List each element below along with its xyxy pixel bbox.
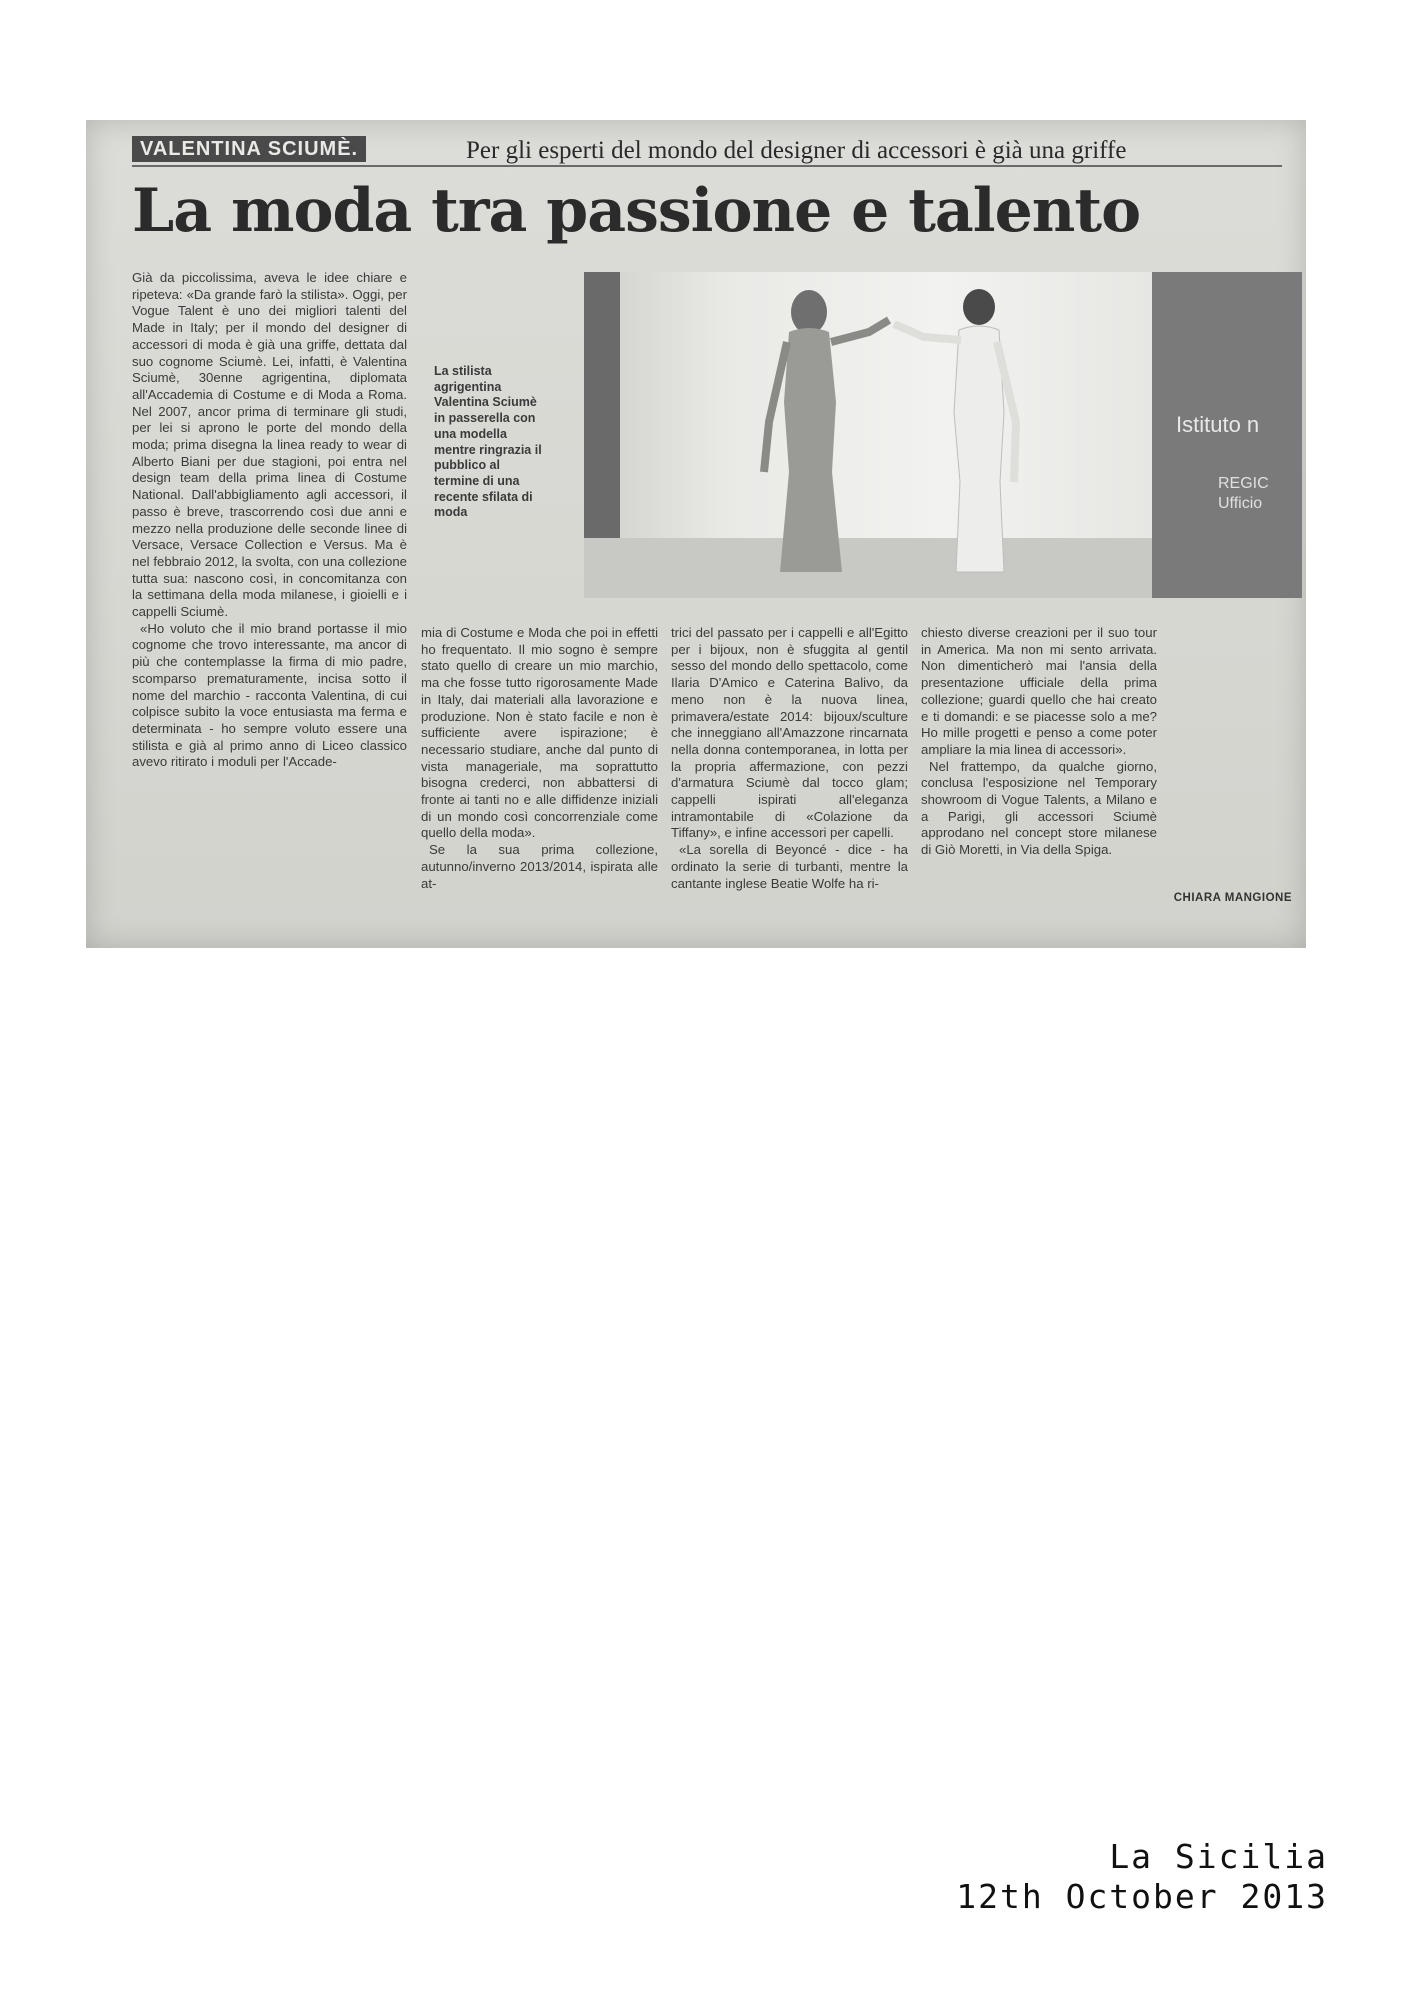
article-column-3 [671,625,908,925]
column-4-paragraph-1: chiesto diverse creazioni per il suo tour in America. Ma non mi sento arrivata. Non dimenticherò mai l'ansia della presentazione ufficiale della prima collezione; guardi quello che hai creato e ti domandi: e se piacesse solo a me? Ho mille progetti e penso a come poter ampliare la mia linea di accessori». [921,625,1157,757]
headline: La moda tra passione e talento [132,176,1141,246]
article-column-2 [421,625,658,925]
photo-banner-text: Istituto n [1176,412,1260,437]
column-4-paragraph-2: Nel frattempo, da qualche giorno, conclusa l'esposizione nel Temporary showroom di Vogue Talents, a Milano e a Parigi, gli accessori Sciumè approdano nel concept store milanese di Giò Moretti, in Via della Spiga. [921,758,1157,858]
kicker-name: VALENTINA SCIUMÈ. [132,136,366,162]
newspaper-clipping [86,120,1306,948]
column-1-paragraph-1: Già da piccolissima, aveva le idee chiare e ripeteva: «Da grande farò la stilista». Oggi, per Vogue Talent è uno dei migliori talenti del Made in Italy; per il mondo del designer di accessori di moda è già una griffe, dettata dal suo cognome Sciumè. Lei, infatti, è Valentina Sciumè, 30enne agrigentina, diplomata all'Accademia di Costume e di Moda a Roma. Nel 2007, ancor prima di terminare gli studi, per lei si aprono le porte del mondo della moda; prima disegna la linea ready to wear di Alberto Biani per due stagioni, poi entra nel design team della prima linea di Costume National. Dall'abbigliamento agli accessori, il passo è breve, trascorrendo così due anni e mezzo nella produzione delle seconde linee di Versace, Versace Collection e Versus. Ma è nel febbraio 2012, la svolta, con una collezione tutta sua: nascono così, in concomitanza con la settimana della moda milanese, i gioielli e i cappelli Sciumè. [132,270,407,620]
article-column-4 [921,625,1157,935]
kicker-text: Per gli esperti del mondo del designer di accessori è già una griffe [466,137,1127,164]
article-column-1 [132,270,407,910]
photo-caption: La stilista agrigentina Valentina Sciumè in passerella con una modella mentre ringrazia il pubblico al termine di una recente sfilata di moda [434,364,542,520]
column-2-paragraph-2: Se la sua prima collezione, autunno/inverno 2013/2014, ispirata alle at- [421,842,658,891]
photo-banner-subtext: REGIC Ufficio [1218,475,1269,512]
kicker-divider [132,165,1282,167]
publication-date: 12th October 2013 [956,1877,1328,1916]
column-3-paragraph-2: «La sorella di Beyoncé - dice - ha ordinato la serie di turbanti, mentre la cantante inglese Beatie Wolfe ha ri- [671,842,908,891]
source-attribution [956,1837,1328,1917]
runway-photo [584,272,1302,598]
column-3-paragraph-1: trici del passato per i cappelli e all'Egitto per i bijoux, non è sfuggita al gentil sesso del mondo dello spettacolo, come Ilaria D'Amico e Caterina Balivo, da meno non è la nuova linea, primavera/estate 2014: bijoux/sculture che inneggiano all'Amazzone rincarnata nella donna contemporanea, in lotta per la propria affermazione, con pezzi d'armatura Sciumè dal tocco glam; cappelli ispirati all'eleganza intramontabile di «Colazione da Tiffany», e infine accessori per capelli. [671,625,908,841]
column-1-paragraph-2: «Ho voluto che il mio brand portasse il mio cognome che trovo interessante, ma ancor di più che contemplasse la firma di mio padre, scomparso prematuramente, incisa sotto il nome del marchio - racconta Valentina, di cui colpisce subito la voce entusiasta ma ferma e determinata - ho sempre voluto essere una stilista e già al primo anno di Liceo classico avevo ritirato i moduli per l'Accade- [132,620,407,770]
author-byline: CHIARA MANGIONE [1173,892,1292,904]
column-2-paragraph-1: mia di Costume e Moda che poi in effetti ho frequentato. Il mio sogno è sempre stato quello di creare un mio marchio, ma che fosse tutto rigorosamente Made in Italy, dai materiali alla lavorazione e produzione. Non è stato facile e non è sufficiente avere ispirazione; è necessario studiare, anche dal punto di vista manageriale, ma soprattutto bisogna crederci, non abbattersi di fronte ai tanti no e alle diffidenze iniziali di un mondo così concorrenziale come quello della moda». [421,625,658,841]
publication-name: La Sicilia [1109,1837,1328,1876]
kicker-row [132,132,1282,166]
